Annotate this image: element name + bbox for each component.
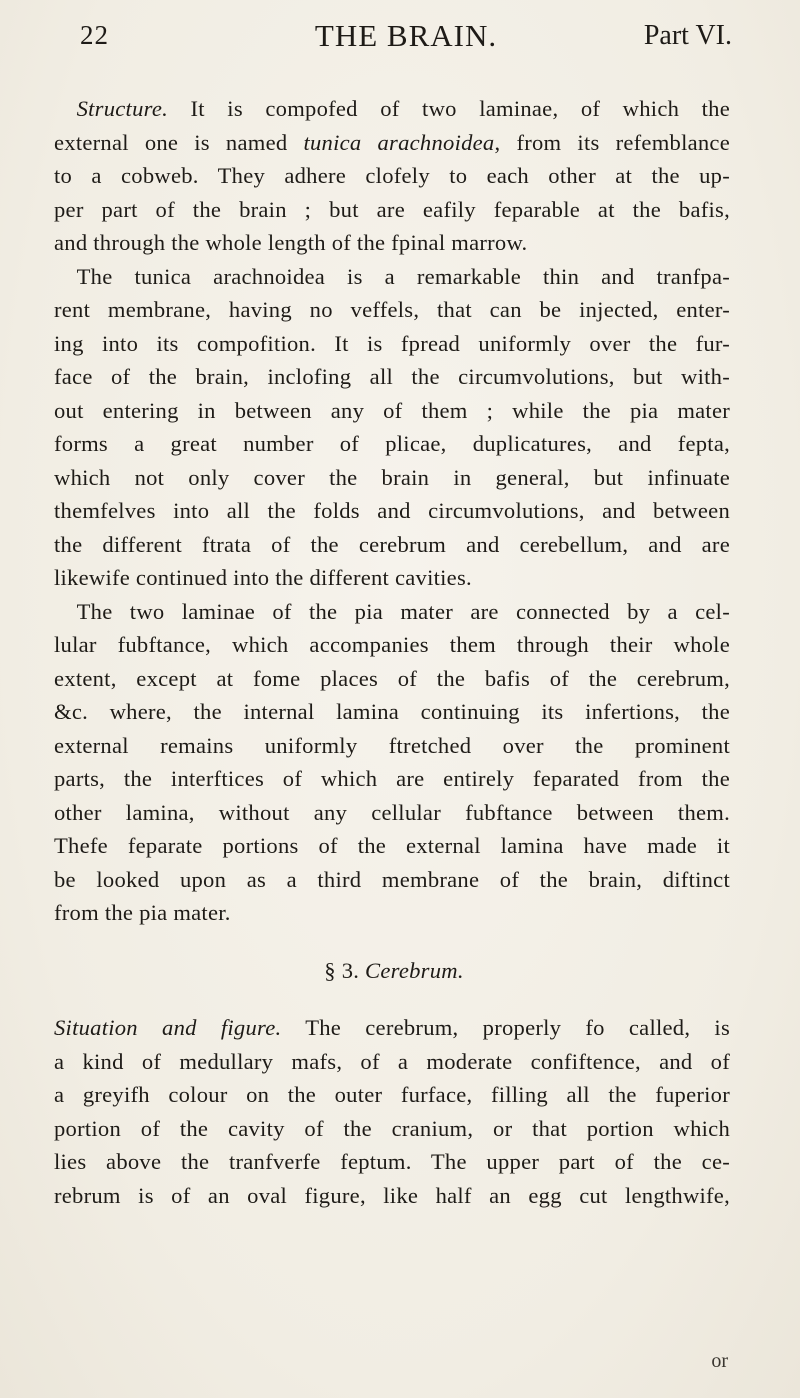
text-line: &c. where, the internal lamina continuing its infertions, the — [54, 699, 730, 724]
text-line: parts, the interftices of which are entirely feparated from the — [54, 766, 730, 791]
text-line: Structure. It is compofed of two laminae, of which the — [76, 96, 730, 121]
text-line: per part of the brain ; but are eafily feparable at the bafis, — [54, 196, 730, 222]
page-header — [80, 18, 732, 62]
text-line: Thefe feparate portions of the external lamina have made it — [54, 833, 730, 858]
section-title: Cerebrum. — [365, 957, 464, 983]
text-line: to a cobweb. They adhere clofely to each other at the up- — [54, 163, 730, 188]
running-title: THE BRAIN. — [314, 18, 498, 53]
text-line: forms a great number of plicae, duplicatures, and fepta, — [54, 431, 730, 456]
text-line: and through the whole length of the fpinal marrow. — [54, 230, 528, 255]
text-line: extent, except at fome places of the bafis of the cerebrum, — [54, 665, 730, 691]
text-line: out entering in between any of them ; while the pia mater — [54, 397, 730, 423]
text-line: The tunica arachnoidea is a remarkable thin and tranfpa- — [76, 263, 730, 289]
text-line: rebrum is of an oval figure, like half an egg cut lengthwife, — [54, 1182, 730, 1208]
side-heading: Structure. — [76, 96, 168, 121]
text-line: lular fubftance, which accompanies them through their whole — [54, 632, 730, 657]
text-line: from the pia mater. — [54, 900, 231, 925]
text-line: a greyifh colour on the outer furface, filling all the fuperior — [54, 1082, 730, 1107]
text-line: rent membrane, having no veffels, that can be injected, enter- — [54, 297, 730, 322]
text-line: themfelves into all the folds and circumvolutions, and between — [54, 498, 730, 523]
text-line: external one is named tunica arachnoidea, from its refemblance — [54, 129, 730, 155]
page-number: 22 — [80, 20, 109, 50]
text-line: other lamina, without any cellular fubftance between them. — [54, 799, 730, 825]
paragraph-structure — [54, 92, 730, 260]
text-line: likewife continued into the different cavities. — [54, 565, 472, 590]
part-label: Part VI. — [643, 20, 732, 51]
text-line: Situation and figure. The cerebrum, properly fo called, is — [54, 1015, 730, 1040]
text-line: face of the brain, inclofing all the circumvolutions, but with- — [54, 364, 730, 389]
text-line: a kind of medullary mafs, of a moderate confiftence, and of — [54, 1048, 730, 1074]
paragraph-situation — [54, 1011, 730, 1212]
section-mark: § 3. — [324, 957, 360, 983]
text-line: the different ftrata of the cerebrum and cerebellum, and are — [54, 531, 730, 557]
text-line: portion of the cavity of the cranium, or that portion which — [54, 1115, 730, 1141]
catchword: or — [711, 1350, 728, 1372]
text-line: ing into its compofition. It is fpread uniformly over the fur- — [54, 330, 730, 356]
text-line: be looked upon as a third membrane of the brain, diftinct — [54, 866, 730, 892]
text-line: lies above the tranfverfe feptum. The upper part of the ce- — [54, 1149, 730, 1174]
term-italic: tunica arachnoidea — [303, 129, 495, 155]
paragraph-laminae — [54, 595, 730, 930]
paragraph-arachnoidea — [54, 260, 730, 595]
text-line: external remains uniformly ftretched over the prominent — [54, 732, 730, 758]
text-line: The two laminae of the pia mater are connected by a cel- — [76, 598, 730, 624]
text-line: which not only cover the brain in general, but infinuate — [54, 464, 730, 490]
section-heading — [54, 954, 730, 988]
body-text — [54, 92, 730, 1212]
side-heading: Situation and figure. — [54, 1015, 282, 1040]
